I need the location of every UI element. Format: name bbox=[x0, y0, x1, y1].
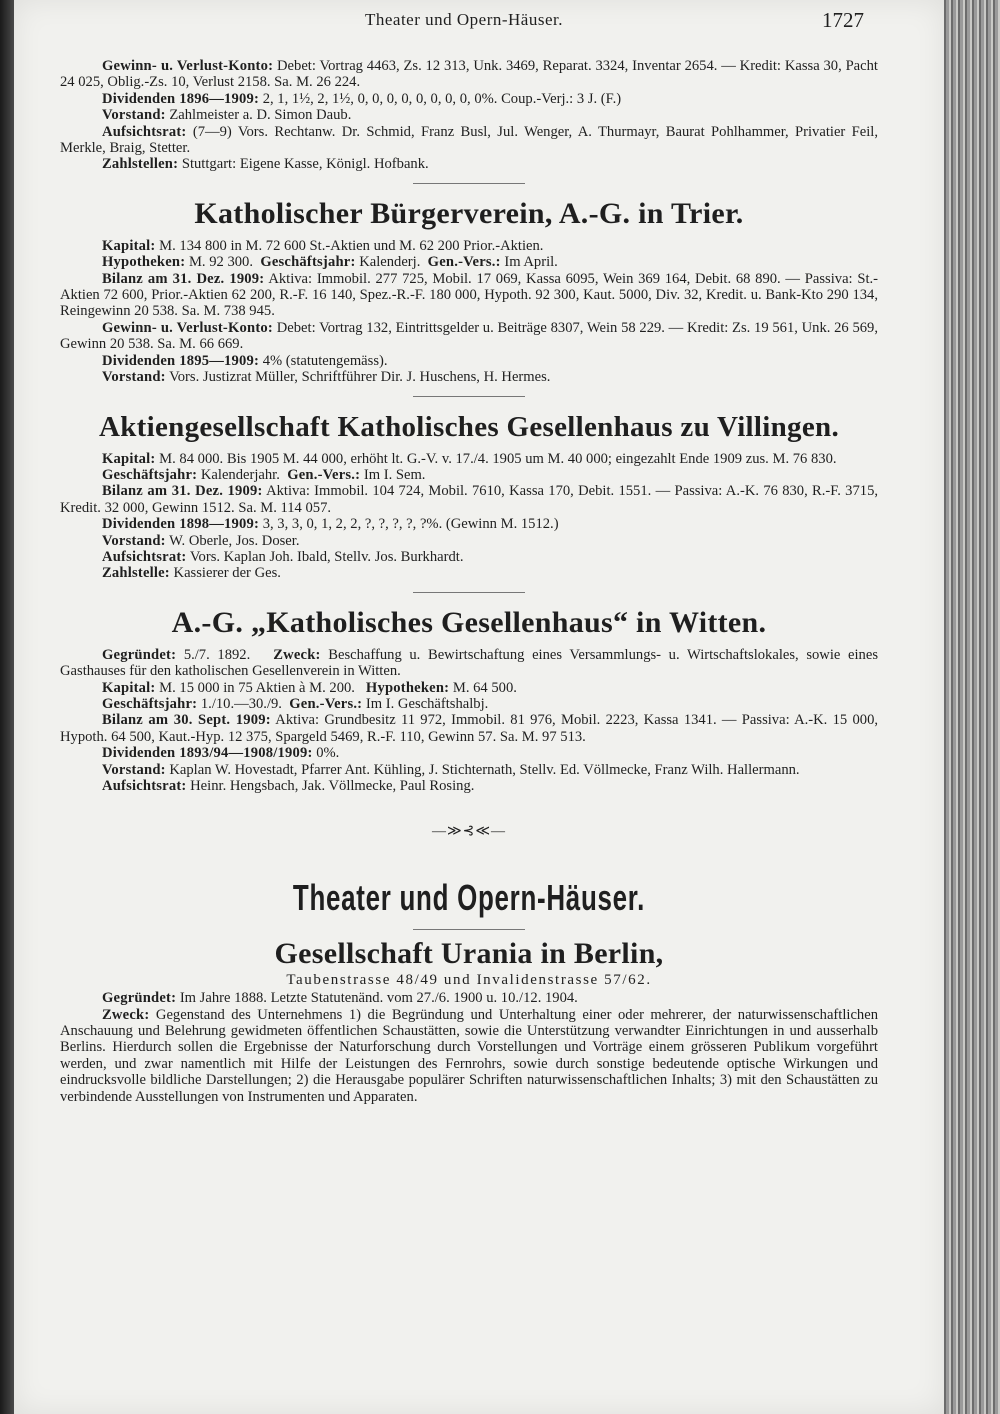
divider-rule bbox=[413, 396, 525, 397]
entry-title: Gesellschaft Urania in Berlin, bbox=[274, 936, 664, 970]
field-text: 1./10.—30./9. bbox=[200, 695, 282, 712]
zahlstellen-paragraph bbox=[60, 156, 878, 172]
kapital-paragraph bbox=[60, 680, 878, 696]
bilanz-paragraph bbox=[60, 271, 878, 320]
gewinn-paragraph bbox=[60, 320, 878, 353]
field-label: Gewinn- u. Verlust-Konto: bbox=[102, 319, 273, 336]
field-text: Gegenstand des Unternehmens 1) die Begründung und Unterhaltung einer oder mehrerer, der naturwissenschaftlichen Anschauung und Belehrung gewidmeten öffentlichen Schaustätten, sowie die Unterstützung verwandter Einrichtungen in und ausserhalb Berlins. Hierdurch sollen die Ergebnisse der Naturforschung durch Vorstellungen und Vorträge einem grösseren Publikum vorgeführt werden, und zwar namentlich mit Hilfe der Leistungen des Fernrohrs, sowie durch sonstige bedeutende optische Wirkungen und eindrucksvolle bildliche Darstellungen; 2) die Herausgabe populärer Schriften naturwissenschaftlichen Inhalts; 3) mit den Schaustätten zu verbindende Ausstellungen von Instrumenten und Apparaten. bbox=[60, 1006, 878, 1105]
field-text: M. 15 000 in 75 Aktien à M. 200. bbox=[159, 679, 355, 696]
geschaeftsjahr-paragraph bbox=[60, 467, 878, 483]
aufsichtsrat-paragraph bbox=[60, 549, 878, 565]
zahlstelle-paragraph bbox=[60, 565, 878, 581]
field-label: Kapital: bbox=[102, 679, 156, 696]
field-label: Kapital: bbox=[102, 450, 156, 467]
field-label: Bilanz am 31. Dez. 1909: bbox=[102, 483, 263, 500]
field-text: Debet: Vortrag 132, Eintrittsgelder u. Beiträge 8307, Wein 58 229. — Kredit: Zs. 19 561, Unk. 26 569, Gewinn 20 538. Sa. M. 66 669. bbox=[60, 319, 878, 353]
vorstand-paragraph bbox=[60, 369, 878, 385]
field-label: Bilanz am 31. Dez. 1909: bbox=[102, 270, 265, 287]
entry-urania bbox=[60, 936, 878, 1105]
field-text: Heinr. Hengsbach, Jak. Völlmecke, Paul Rosing. bbox=[190, 778, 475, 794]
field-label: Gegründet: bbox=[102, 990, 177, 1007]
bilanz-paragraph bbox=[60, 712, 878, 745]
field-label: Vorstand: bbox=[102, 107, 166, 124]
field-label: Dividenden 1896—1909: bbox=[102, 90, 260, 107]
page-body bbox=[60, 58, 878, 1105]
field-text: Kaplan W. Hovestadt, Pfarrer Ant. Kühling, J. Stichternath, Stellv. Ed. Völlmecke, Franz Wilh. Hallermann. bbox=[169, 761, 800, 778]
field-label: Geschäftsjahr: bbox=[260, 254, 356, 271]
field-label: Aufsichtsrat: bbox=[102, 123, 187, 140]
dividenden-paragraph bbox=[60, 745, 878, 761]
dividenden-paragraph bbox=[60, 91, 878, 107]
field-text: Kalenderj. bbox=[359, 254, 421, 271]
field-label: Gen.-Vers.: bbox=[427, 254, 501, 271]
field-text: 4% (statutengemäss). bbox=[262, 352, 388, 369]
field-text: Im April. bbox=[504, 254, 558, 271]
field-label: Zweck: bbox=[102, 1006, 150, 1023]
divider-rule bbox=[413, 929, 525, 930]
field-text: M. 64 500. bbox=[452, 679, 517, 696]
field-label: Geschäftsjahr: bbox=[102, 466, 198, 483]
field-text: Vors. Justizrat Müller, Schriftführer Dir. J. Huschens, H. Hermes. bbox=[169, 369, 551, 386]
field-label: Aufsichtsrat: bbox=[102, 548, 187, 565]
vorstand-paragraph bbox=[60, 762, 878, 778]
running-title: Theater und Opern-Häuser. bbox=[364, 10, 563, 29]
zweck-paragraph bbox=[60, 1007, 878, 1105]
field-text: Im Jahre 1888. Letzte Statutenänd. vom 27./6. 1900 u. 10./12. 1904. bbox=[179, 990, 578, 1007]
field-label: Dividenden 1893/94—1908/1909: bbox=[102, 745, 313, 762]
page-number: 1727 bbox=[822, 8, 864, 32]
aufsichtsrat-paragraph bbox=[60, 778, 878, 794]
field-text: M. 92 300. bbox=[188, 254, 254, 271]
field-text: W. Oberle, Jos. Doser. bbox=[169, 532, 300, 549]
field-text: Aktiva: Immobil. 104 724, Mobil. 7610, Kassa 170, Debit. 1551. — Passiva: A.-K. 76 830, R.-F. 3715, Kredit. 32 000, Gewinn 1512. Sa. M. 114 057. bbox=[60, 483, 879, 516]
field-label: Dividenden 1895—1909: bbox=[102, 352, 260, 369]
field-text: 5./7. 1892. bbox=[183, 646, 251, 663]
field-text: Im I. Geschäftshalbj. bbox=[365, 695, 489, 712]
field-text: 3, 3, 3, 0, 1, 2, 2, ?, ?, ?, ?, ?%. (Gewinn M. 1512.) bbox=[262, 516, 559, 533]
divider-rule bbox=[413, 183, 525, 184]
vorstand-paragraph bbox=[60, 107, 878, 123]
field-label: Zahlstellen: bbox=[102, 156, 179, 173]
field-text: M. 134 800 in M. 72 600 St.-Aktien und M. 62 200 Prior.-Aktien. bbox=[159, 237, 544, 254]
geschaeftsjahr-paragraph bbox=[60, 696, 878, 712]
kapital-paragraph bbox=[60, 451, 878, 467]
field-text: Vors. Kaplan Joh. Ibald, Stellv. Jos. Burkhardt. bbox=[189, 548, 464, 565]
dividenden-paragraph bbox=[60, 353, 878, 369]
entry-villingen bbox=[60, 409, 878, 582]
field-label: Bilanz am 30. Sept. 1909: bbox=[102, 712, 271, 729]
vorstand-paragraph bbox=[60, 533, 878, 549]
field-text: 2, 1, 1½, 2, 1½, 0, 0, 0, 0, 0, 0, 0, 0, 0%. Coup.-Verj.: 3 J. (F.) bbox=[262, 90, 622, 107]
field-label: Gewinn- u. Verlust-Konto: bbox=[102, 58, 274, 74]
page-edges bbox=[944, 0, 1000, 1414]
field-label: Aufsichtsrat: bbox=[102, 778, 187, 794]
book-page bbox=[14, 0, 944, 1414]
field-label: Gen.-Vers.: bbox=[287, 466, 361, 483]
entry-trier bbox=[60, 196, 878, 386]
field-text: Kalenderjahr. bbox=[200, 466, 280, 483]
entry-title: A.-G. „Katholisches Gesellenhaus“ in Witten. bbox=[171, 605, 767, 639]
kapital-paragraph bbox=[60, 238, 878, 254]
divider-rule bbox=[413, 592, 525, 593]
book-spine-shadow bbox=[0, 0, 14, 1414]
field-label: Gegründet: bbox=[102, 646, 177, 663]
section-title: Theater und Opern-Häuser. bbox=[292, 876, 646, 918]
field-text: 0%. bbox=[316, 745, 340, 762]
entry-continuation bbox=[60, 58, 878, 173]
aufsichtsrat-paragraph bbox=[60, 124, 878, 157]
field-text: M. 84 000. Bis 1905 M. 44 000, erhöht lt. G.-V. v. 17./4. 1905 um M. 40 000; eingezahlt Ende 1909 zus. M. 76 830. bbox=[159, 450, 837, 467]
field-text: Kassierer der Ges. bbox=[173, 565, 281, 582]
field-text: (7—9) Vors. Rechtanw. Dr. Schmid, Franz Busl, Jul. Wenger, A. Thurmayr, Baurat Pohlhammer, Privatier Feil, Merkle, Braig, Stetter. bbox=[60, 123, 878, 157]
field-label: Hypotheken: bbox=[102, 254, 186, 271]
field-text: Beschaffung u. Bewirtschaftung eines Versammlungs- u. Wirtschaftslokales, sowie eines Gasthauses für den katholischen Gesellenverein in Witten. bbox=[60, 646, 878, 680]
ornament-divider: —≫⊰≪— bbox=[431, 824, 507, 840]
field-label: Vorstand: bbox=[102, 369, 166, 386]
entry-address: Taubenstrasse 48/49 und Invalidenstrasse 57/62. bbox=[286, 971, 652, 988]
field-label: Zahlstelle: bbox=[102, 565, 170, 582]
gewinn-paragraph bbox=[60, 58, 878, 91]
field-label: Zweck: bbox=[273, 646, 321, 663]
field-text: Debet: Vortrag 4463, Zs. 12 313, Unk. 3469, Reparat. 3324, Inventar 2654. — Kredit: Kassa 30, Pacht 24 025, Oblig.-Zs. 10, Verlust 2158. Sa. M. 26 224. bbox=[60, 58, 878, 91]
field-text: Stuttgart: Eigene Kasse, Königl. Hofbank. bbox=[181, 156, 429, 173]
bilanz-paragraph bbox=[60, 483, 878, 516]
page-header bbox=[14, 10, 944, 36]
entry-title: Aktiengesellschaft Katholisches Gesellenhaus zu Villingen. bbox=[98, 410, 840, 443]
gegruendet-paragraph bbox=[60, 990, 878, 1006]
field-label: Geschäftsjahr: bbox=[102, 695, 198, 712]
field-label: Kapital: bbox=[102, 237, 156, 254]
dividenden-paragraph bbox=[60, 516, 878, 532]
field-label: Gen.-Vers.: bbox=[289, 695, 363, 712]
field-label: Dividenden 1898—1909: bbox=[102, 516, 260, 533]
field-text: Aktiva: Grundbesitz 11 972, Immobil. 81 976, Mobil. 2223, Kassa 1341. — Passiva: A.-K. 15 000, Hypoth. 64 500, Kaut.-Hyp. 12 375, Spargeld 5469, R.-F. 110, Gewinn 57. Sa. M. 97 513. bbox=[60, 712, 879, 745]
field-text: Im I. Sem. bbox=[363, 466, 426, 483]
field-label: Vorstand: bbox=[102, 532, 166, 549]
field-label: Vorstand: bbox=[102, 761, 166, 778]
field-text: Zahlmeister a. D. Simon Daub. bbox=[169, 107, 352, 124]
entry-title: Katholischer Bürgerverein, A.-G. in Trier. bbox=[194, 196, 744, 230]
gegruendet-paragraph bbox=[60, 647, 878, 680]
field-label: Hypotheken: bbox=[365, 679, 450, 696]
field-text: Aktiva: Immobil. 277 725, Mobil. 17 069, Kassa 6095, Wein 369 164, Debit. 68 890. — Passiva: St.-Aktien 72 600, Prior.-Aktien 62 200, R.-F. 16 140, Spez.-R.-F. 180 000, Hypoth. 92 300, Kaut. 5000, Div. 32, Kredit. u. Bank-Kto 290 134, Reingewinn 20 538. Sa. M. 738 945. bbox=[60, 270, 879, 320]
hypotheken-paragraph bbox=[60, 254, 878, 270]
entry-witten bbox=[60, 605, 878, 795]
